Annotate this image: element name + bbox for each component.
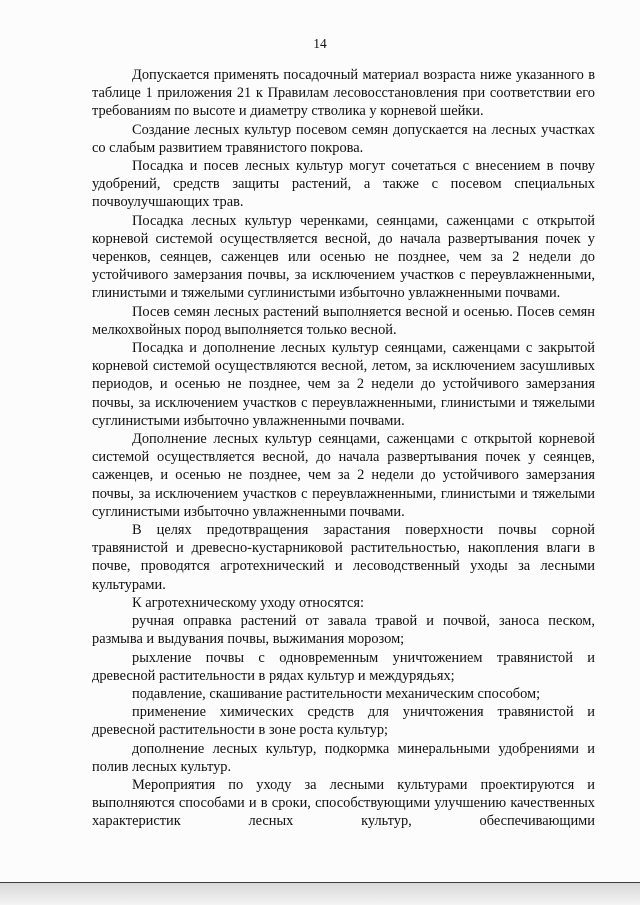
paragraph-open-root-supplement: Дополнение лесных культур сеянцами, саженцами с открытой корневой системой осуществляется весной, до начала развертывания почек у сеянцев, саженцев, и осенью не позднее, чем за 2 недели до устойчивого замерзания почвы, за исключением участков с переувлажненными, глинистыми и тяжелыми суглинистыми избыточно увлажненными почвами. bbox=[92, 431, 595, 520]
paragraph-sowing-creation: Создание лесных культур посевом семян допускается на лесных участках со слабым развитием травянистого покрова. bbox=[92, 121, 595, 156]
list-item-manual-correction: ручная оправка растений от завала травой и почвой, заноса песком, размыва и выдувания почвы, выжимания морозом; bbox=[92, 613, 595, 648]
list-item-soil-loosening: рыхление почвы с одновременным уничтожением травянистой и древесной растительности в рядах культур и междурядьях; bbox=[92, 649, 595, 684]
document-body bbox=[92, 66, 595, 831]
paragraph-agrotechnical-care-intro: К агротехническому уходу относятся: bbox=[132, 594, 364, 611]
paragraph-seed-sowing-season: Посев семян лесных растений выполняется весной и осенью. Посев семян мелкохвойных пород выполняется только весной. bbox=[92, 303, 595, 338]
list-item-supplement-feeding: дополнение лесных культур, подкормка минеральными удобрениями и полив лесных культур. bbox=[92, 740, 595, 775]
paragraph-planting-material-age: Допускается применять посадочный материал возраста ниже указанного в таблице 1 приложения 21 к Правилам лесовосстановления при соответствии его требованиям по высоте и диаметру стволика у корневой шейки. bbox=[92, 67, 595, 120]
list-item-chemical-means: применение химических средств для уничтожения травянистой и древесной растительности в зоне роста культур; bbox=[92, 704, 595, 739]
paragraph-fertilizer-combination: Посадка и посев лесных культур могут сочетаться с внесением в почву удобрений, средств защиты растений, а также с посевом специальных почвоулучшающих трав. bbox=[92, 158, 595, 211]
page-number: 14 bbox=[313, 36, 327, 51]
paragraph-care-purpose: В целях предотвращения зарастания поверхности почвы сорной травянистой и древесно-кустарниковой растительностью, накопления влаги в почве, проводятся агротехнический и лесоводственный уходы за лесными культурами. bbox=[92, 522, 595, 593]
list-item-mechanical-mowing: подавление, скашивание растительности механическим способом; bbox=[132, 685, 541, 702]
paragraph-open-root-planting: Посадка лесных культур черенками, сеянцами, саженцами с открытой корневой системой осуществляется весной, до начала развертывания почек у черенков, сеянцев, саженцев или осенью не позднее, чем за 2 недели до устойчивого замерзания почвы, за исключением участков с переувлажненными, глинистыми и тяжелыми суглинистыми избыточно увлажненными почвами. bbox=[92, 212, 595, 302]
paragraph-care-measures: Мероприятия по уходу за лесными культурами проектируются и выполняются способами и в сроки, способствующими улучшению качественных характеристик лесных культур, обеспечивающими bbox=[92, 776, 595, 830]
scan-shadow bbox=[0, 883, 640, 905]
paragraph-closed-root-planting: Посадка и дополнение лесных культур сеянцами, саженцами с закрытой корневой системой осуществляются весной, летом, за исключением засушливых периодов, и осенью не позднее, чем за 2 недели до устойчивого замерзания почвы, за исключением участков с переувлажненными, глинистыми и тяжелыми суглинистыми избыточно увлажненными почвами. bbox=[92, 340, 595, 429]
